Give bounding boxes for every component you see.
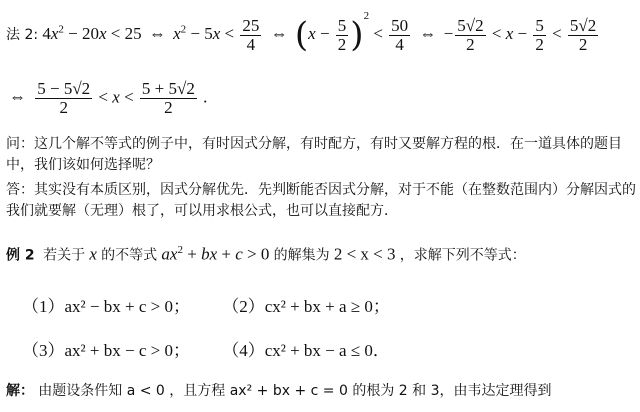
frac-5r2-neg: $\frac{5√2}{2}$ — [457, 15, 484, 54]
item-1: （1）ax² − bx + c > 0； — [22, 297, 190, 316]
frac-upper-bound: $\frac{5 + 5√2}{2}$ — [141, 79, 195, 117]
method2-line2: ⇔ $\frac{5 - 5√2}{2}$ < x < $\frac{5 + 5√2}{2}$ . — [9, 79, 208, 117]
item-row-2 — [22, 336, 390, 361]
method2-label: 法 2: — [6, 27, 39, 43]
equiv-arrow-3: ⇔ — [419, 24, 437, 43]
item-4: （4）cx² + bx − a ≤ 0． — [222, 341, 390, 360]
solution-range: 2 < x < 3 — [333, 244, 396, 264]
item-row-1 — [22, 292, 390, 317]
solution-text: 由题设条件知 a < 0 ，且方程 ax² + bx + c = 0 的根为 2 和 3，由韦达定理得到 — [38, 383, 552, 399]
answer-paragraph: 答：其实没有本质区别，因式分解优先．先判断能否因式分解，对于不能（在整数范围内）分解因式的我们就要解（无理）根了，可以用求根公式，也可以直接配方． — [6, 182, 636, 219]
ineq-4x2: $4x^2 - 20x < 25$ — [42, 23, 142, 43]
example2-label: 例 2 — [6, 247, 35, 264]
equiv-arrow-2: ⇔ — [270, 24, 288, 43]
example2-line: 例 2 若关于 x 的不等式 $ax^2$ + bx + c > 0 的解集为 2 < x < 3 ，求解下列不等式： — [6, 244, 526, 264]
ineq-x2: $x^2 - 5x$ < — [173, 23, 235, 43]
frac-lower-bound: $\frac{5 - 5√2}{2}$ — [37, 79, 91, 117]
equiv-arrow-4: ⇔ — [9, 87, 26, 107]
item-2: （2）cx² + bx + a ≥ 0； — [222, 297, 390, 316]
solution-line — [6, 380, 551, 400]
solution-label: 解： — [6, 383, 34, 399]
frac-5-2: $\frac{5}{2}$ — [337, 15, 347, 54]
frac-5r2-pos: $\frac{5√2}{2}$ — [569, 15, 597, 54]
question-paragraph: 问：这几个解不等式的例子中，有时因式分解，有时配方，有时又要解方程的根．在一道具体的题目中，我们该如何选择呢？ — [6, 136, 622, 173]
frac-5-2-b: $\frac{5}{2}$ — [535, 15, 544, 54]
frac-50-4: $\frac{50}{4}$ — [391, 15, 409, 54]
item-3: （3）ax² + bx − c > 0； — [22, 341, 190, 360]
method2-line1: 法 2: $4x^2 - 20x < 25$ ⇔ $x^2 - 5x$ < $\frac{25}{4}$ ⇔ (x − $\frac{5}{2}$ )$^2$ < $\frac{50}{4}$ ⇔ − $\frac{5√2}{2}$ < x − $\frac{5}{2}$ < $\frac{5√2}{2}$ — [6, 10, 597, 56]
frac-25-4: $\frac{25}{4}$ — [242, 15, 260, 54]
equiv-arrow-1: ⇔ — [148, 24, 166, 43]
